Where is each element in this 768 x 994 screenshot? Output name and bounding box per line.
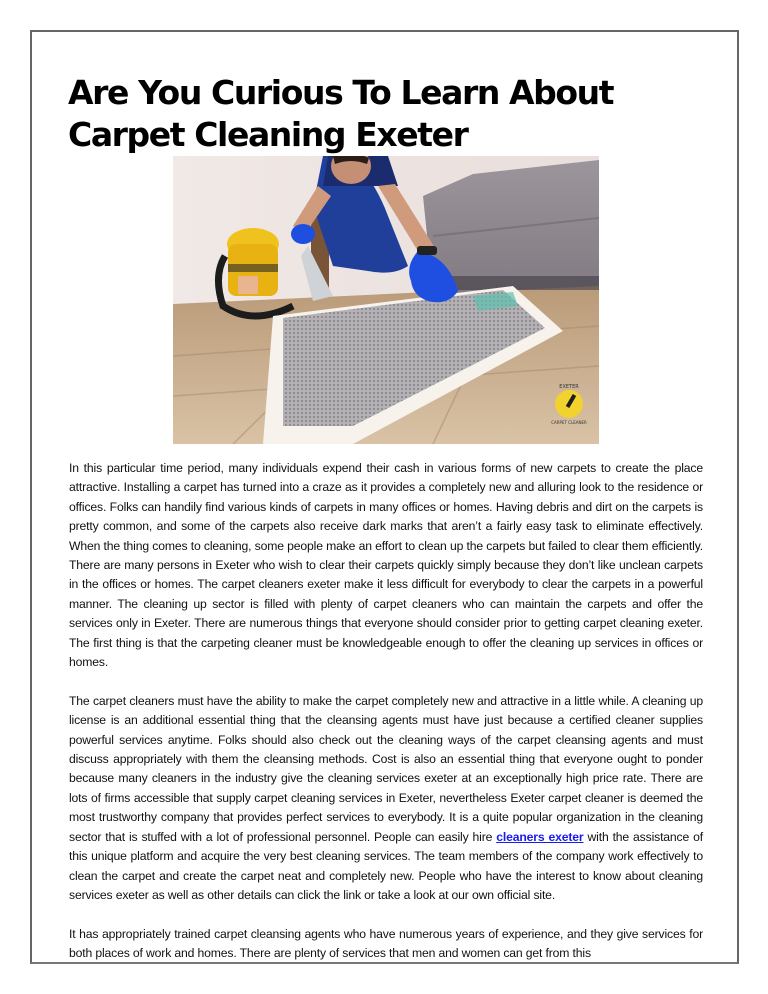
paragraph-2-text-after-link: with the assistance of this unique platform and acquire the very best cleaning services. The team members of the company work effectively to clean the carpet and create the carpet neat and completely new. People who have the interest to know about cleaning services exeter as well as other details can click the link or take a look at our own official site.: [69, 829, 703, 902]
svg-text:CARPET CLEANER: CARPET CLEANER: [551, 420, 587, 425]
title-line-2: Carpet Cleaning Exeter: [68, 115, 468, 154]
document-page: [30, 30, 739, 964]
carpet-cleaning-photo-icon: [173, 156, 599, 444]
paragraph-1: In this particular time period, many individuals expend their cash in various forms of new carpets to create the place attractive. Installing a carpet has turned into a craze as it provides a completely new and alluring look to the residence or offices. Folks can handily find various kinds of carpets in many offices or homes. Having debris and dirt on the carpets is pretty common, and some of the carpets also receive dark marks that aren’t a fairly easy task to eliminate effectively. When the thing comes to cleaning, some people make an effort to clean up the carpets but failed to clear them efficiently. There are many persons in Exeter who wish to clear their carpets quickly simply because they don’t like unclean carpets in the offices or homes. The carpet cleaners exeter make it less difficult for everybody to clear the carpets in a powerful manner. The cleaning up sector is filled with plenty of carpet cleaners who can maintain the carpets and offer the services only in Exeter. There are numerous things that everyone should consider prior to getting carpet cleaning exeter. The first thing is that the carpeting cleaner must be knowledgeable enough to offer the cleaning up services in offices or homes.: [69, 461, 703, 670]
logo-text: EXETER: [559, 384, 579, 390]
article-body: [69, 459, 703, 983]
hero-image: [173, 156, 599, 444]
page-title: [68, 72, 708, 156]
paragraph-3: It has appropriately trained carpet cleansing agents who have numerous years of experience, and they give services for both places of work and homes. There are plenty of services that men and women can get from this: [69, 926, 703, 961]
cleaners-exeter-link[interactable]: cleaners exeter: [496, 829, 584, 844]
title-line-1: Are You Curious To Learn About: [68, 73, 614, 112]
paragraph-2: [69, 692, 703, 905]
paragraph-2-text-before-link: The carpet cleaners must have the ability to make the carpet completely new and attractive in a little while. A cleaning up license is an additional essential thing that the cleansing agents must have just because a certified cleaner supplies powerful services anytime. Folks should also check out the cleaning ways of the carpet cleansing agents and must discuss appropriately with them the cleansing methods. Cost is also an essential thing that everyone ought to ponder because many cleaners in the industry give the cleaning services exeter at an exceptionally high price rate. There are lots of firms accessible that supply carpet cleaning services in Exeter, nevertheless Exeter carpet cleaner is deemed the most trustworthy company that provides perfect services to everybody. It is a quite popular organization in the cleaning sector that is stuffed with a lot of professional personnel. People can easily hire: [69, 693, 703, 844]
